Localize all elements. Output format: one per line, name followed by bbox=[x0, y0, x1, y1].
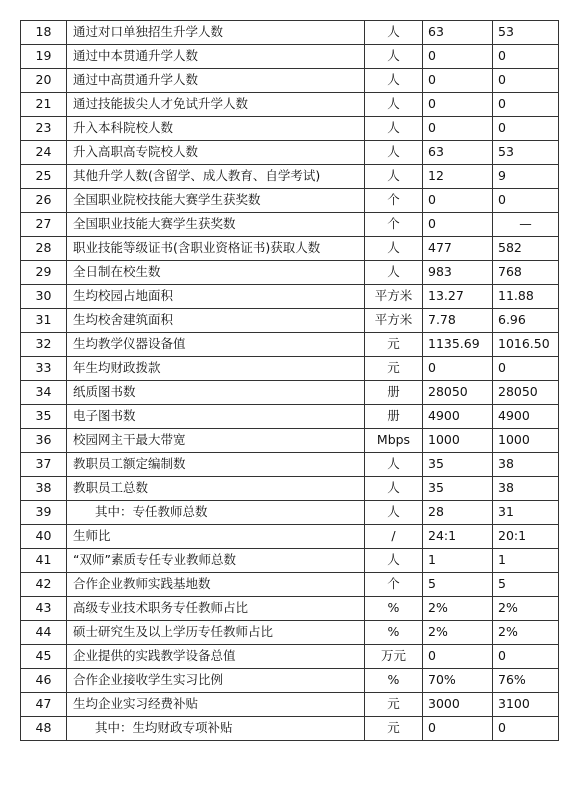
unit-cell: 元 bbox=[365, 717, 423, 741]
value-2020-cell: 13.27 bbox=[423, 285, 493, 309]
value-2020-cell: 5 bbox=[423, 573, 493, 597]
unit-cell: Mbps bbox=[365, 429, 423, 453]
table-row bbox=[21, 453, 559, 477]
value-2021-cell: 1016.50 bbox=[493, 333, 559, 357]
unit-cell: 个 bbox=[365, 573, 423, 597]
row-number-cell: 29 bbox=[21, 261, 67, 285]
value-2020-cell: 2% bbox=[423, 597, 493, 621]
item-name-cell: 纸质图书数 bbox=[67, 381, 365, 405]
unit-cell: 人 bbox=[365, 477, 423, 501]
value-2021-cell: 582 bbox=[493, 237, 559, 261]
table-row bbox=[21, 357, 559, 381]
value-2021-cell: 0 bbox=[493, 645, 559, 669]
row-number-cell: 20 bbox=[21, 69, 67, 93]
unit-cell: 个 bbox=[365, 213, 423, 237]
table-row bbox=[21, 381, 559, 405]
item-name-cell: 全国职业院校技能大赛学生获奖数 bbox=[67, 189, 365, 213]
value-2020-cell: 28050 bbox=[423, 381, 493, 405]
table-row bbox=[21, 45, 559, 69]
table-row bbox=[21, 645, 559, 669]
item-name-cell: 教职员工总数 bbox=[67, 477, 365, 501]
table-row bbox=[21, 717, 559, 741]
value-2020-cell: 1000 bbox=[423, 429, 493, 453]
value-2020-cell: 0 bbox=[423, 117, 493, 141]
row-number-cell: 30 bbox=[21, 285, 67, 309]
value-2021-cell: 5 bbox=[493, 573, 559, 597]
value-2020-cell: 0 bbox=[423, 69, 493, 93]
item-name-cell: 硕士研究生及以上学历专任教师占比 bbox=[67, 621, 365, 645]
value-2020-cell: 7.78 bbox=[423, 309, 493, 333]
value-2020-cell: 0 bbox=[423, 645, 493, 669]
unit-cell: / bbox=[365, 525, 423, 549]
table-row bbox=[21, 165, 559, 189]
row-number-cell: 31 bbox=[21, 309, 67, 333]
value-2021-cell: 76% bbox=[493, 669, 559, 693]
item-name-cell: 校园网主干最大带宽 bbox=[67, 429, 365, 453]
row-number-cell: 25 bbox=[21, 165, 67, 189]
value-2021-cell: 0 bbox=[493, 93, 559, 117]
item-name-cell: “双师”素质专任专业教师总数 bbox=[67, 549, 365, 573]
item-name-cell: 生均校园占地面积 bbox=[67, 285, 365, 309]
unit-cell: 人 bbox=[365, 45, 423, 69]
table-row bbox=[21, 597, 559, 621]
unit-cell: 人 bbox=[365, 141, 423, 165]
row-number-cell: 26 bbox=[21, 189, 67, 213]
value-2021-cell: 768 bbox=[493, 261, 559, 285]
value-2020-cell: 2% bbox=[423, 621, 493, 645]
unit-cell: 人 bbox=[365, 237, 423, 261]
value-2021-cell: 53 bbox=[493, 141, 559, 165]
value-2021-cell: 11.88 bbox=[493, 285, 559, 309]
value-2020-cell: 28 bbox=[423, 501, 493, 525]
item-name-cell: 生师比 bbox=[67, 525, 365, 549]
value-2021-cell: 9 bbox=[493, 165, 559, 189]
table-row bbox=[21, 213, 559, 237]
value-2020-cell: 24:1 bbox=[423, 525, 493, 549]
item-name-cell: 通过技能拔尖人才免试升学人数 bbox=[67, 93, 365, 117]
value-2021-cell: 0 bbox=[493, 357, 559, 381]
row-number-cell: 18 bbox=[21, 21, 67, 45]
table-row bbox=[21, 405, 559, 429]
value-2021-cell: 28050 bbox=[493, 381, 559, 405]
table-row bbox=[21, 189, 559, 213]
item-name-cell: 企业提供的实践教学设备总值 bbox=[67, 645, 365, 669]
row-number-cell: 40 bbox=[21, 525, 67, 549]
row-number-cell: 37 bbox=[21, 453, 67, 477]
row-number-cell: 38 bbox=[21, 477, 67, 501]
item-name-cell: 通过对口单独招生升学人数 bbox=[67, 21, 365, 45]
value-2020-cell: 63 bbox=[423, 21, 493, 45]
value-2020-cell: 35 bbox=[423, 453, 493, 477]
row-number-cell: 45 bbox=[21, 645, 67, 669]
unit-cell: 人 bbox=[365, 21, 423, 45]
item-name-cell: 升入高职高专院校人数 bbox=[67, 141, 365, 165]
row-number-cell: 21 bbox=[21, 93, 67, 117]
item-name-cell: 其他升学人数(含留学、成人教育、自学考试) bbox=[67, 165, 365, 189]
value-2021-cell: 0 bbox=[493, 69, 559, 93]
row-number-cell: 46 bbox=[21, 669, 67, 693]
unit-cell: 人 bbox=[365, 69, 423, 93]
unit-cell: 元 bbox=[365, 693, 423, 717]
table-body bbox=[21, 21, 559, 741]
table-row bbox=[21, 237, 559, 261]
value-2020-cell: 0 bbox=[423, 213, 493, 237]
table-row bbox=[21, 477, 559, 501]
value-2020-cell: 0 bbox=[423, 93, 493, 117]
item-name-cell: 生均教学仪器设备值 bbox=[67, 333, 365, 357]
item-name-cell: 通过中本贯通升学人数 bbox=[67, 45, 365, 69]
row-number-cell: 48 bbox=[21, 717, 67, 741]
value-2020-cell: 12 bbox=[423, 165, 493, 189]
item-name-cell: 通过中高贯通升学人数 bbox=[67, 69, 365, 93]
value-2020-cell: 1 bbox=[423, 549, 493, 573]
value-2020-cell: 983 bbox=[423, 261, 493, 285]
unit-cell: % bbox=[365, 597, 423, 621]
item-name-cell: 合作企业接收学生实习比例 bbox=[67, 669, 365, 693]
value-2020-cell: 0 bbox=[423, 357, 493, 381]
value-2021-cell: 4900 bbox=[493, 405, 559, 429]
unit-cell: 人 bbox=[365, 501, 423, 525]
row-number-cell: 35 bbox=[21, 405, 67, 429]
row-number-cell: 41 bbox=[21, 549, 67, 573]
value-2020-cell: 1135.69 bbox=[423, 333, 493, 357]
value-2020-cell: 70% bbox=[423, 669, 493, 693]
value-2021-cell: 6.96 bbox=[493, 309, 559, 333]
unit-cell: 平方米 bbox=[365, 309, 423, 333]
table-row bbox=[21, 669, 559, 693]
value-2020-cell: 35 bbox=[423, 477, 493, 501]
value-2021-cell: 38 bbox=[493, 453, 559, 477]
unit-cell: 人 bbox=[365, 261, 423, 285]
table-row bbox=[21, 573, 559, 597]
table-row bbox=[21, 21, 559, 45]
row-number-cell: 19 bbox=[21, 45, 67, 69]
value-2020-cell: 477 bbox=[423, 237, 493, 261]
item-name-cell: 合作企业教师实践基地数 bbox=[67, 573, 365, 597]
unit-cell: 册 bbox=[365, 381, 423, 405]
value-2021-cell: 38 bbox=[493, 477, 559, 501]
table-row bbox=[21, 93, 559, 117]
unit-cell: % bbox=[365, 669, 423, 693]
item-name-cell: 其中：生均财政专项补贴 bbox=[67, 717, 365, 741]
row-number-cell: 44 bbox=[21, 621, 67, 645]
value-2021-cell: 3100 bbox=[493, 693, 559, 717]
table-row bbox=[21, 525, 559, 549]
unit-cell: 个 bbox=[365, 189, 423, 213]
unit-cell: 平方米 bbox=[365, 285, 423, 309]
value-2021-cell: 0 bbox=[493, 45, 559, 69]
value-2020-cell: 3000 bbox=[423, 693, 493, 717]
unit-cell: % bbox=[365, 621, 423, 645]
unit-cell: 人 bbox=[365, 165, 423, 189]
item-name-cell: 电子图书数 bbox=[67, 405, 365, 429]
value-2021-cell: 0 bbox=[493, 189, 559, 213]
item-name-cell: 其中：专任教师总数 bbox=[67, 501, 365, 525]
table-row bbox=[21, 693, 559, 717]
unit-cell: 元 bbox=[365, 333, 423, 357]
item-name-cell: 全国职业技能大赛学生获奖数 bbox=[67, 213, 365, 237]
table-row bbox=[21, 69, 559, 93]
value-2020-cell: 63 bbox=[423, 141, 493, 165]
table-row bbox=[21, 117, 559, 141]
table-row bbox=[21, 501, 559, 525]
table-row bbox=[21, 429, 559, 453]
value-2020-cell: 0 bbox=[423, 45, 493, 69]
table-row bbox=[21, 621, 559, 645]
unit-cell: 人 bbox=[365, 117, 423, 141]
row-number-cell: 33 bbox=[21, 357, 67, 381]
item-name-cell: 年生均财政拨款 bbox=[67, 357, 365, 381]
item-name-cell: 职业技能等级证书(含职业资格证书)获取人数 bbox=[67, 237, 365, 261]
unit-cell: 万元 bbox=[365, 645, 423, 669]
row-number-cell: 47 bbox=[21, 693, 67, 717]
table-row bbox=[21, 309, 559, 333]
value-2021-cell: 2% bbox=[493, 621, 559, 645]
row-number-cell: 32 bbox=[21, 333, 67, 357]
unit-cell: 人 bbox=[365, 549, 423, 573]
value-2021-cell: 31 bbox=[493, 501, 559, 525]
unit-cell: 人 bbox=[365, 453, 423, 477]
unit-cell: 人 bbox=[365, 93, 423, 117]
row-number-cell: 23 bbox=[21, 117, 67, 141]
row-number-cell: 36 bbox=[21, 429, 67, 453]
row-number-cell: 34 bbox=[21, 381, 67, 405]
value-2021-cell: 20:1 bbox=[493, 525, 559, 549]
item-name-cell: 高级专业技术职务专任教师占比 bbox=[67, 597, 365, 621]
row-number-cell: 43 bbox=[21, 597, 67, 621]
value-2020-cell: 4900 bbox=[423, 405, 493, 429]
table-row bbox=[21, 141, 559, 165]
value-2020-cell: 0 bbox=[423, 189, 493, 213]
value-2021-cell: 2% bbox=[493, 597, 559, 621]
unit-cell: 元 bbox=[365, 357, 423, 381]
row-number-cell: 42 bbox=[21, 573, 67, 597]
value-2021-cell: 0 bbox=[493, 117, 559, 141]
unit-cell: 册 bbox=[365, 405, 423, 429]
item-name-cell: 生均校舍建筑面积 bbox=[67, 309, 365, 333]
table-row bbox=[21, 261, 559, 285]
table-row bbox=[21, 549, 559, 573]
row-number-cell: 28 bbox=[21, 237, 67, 261]
value-2021-cell: 1000 bbox=[493, 429, 559, 453]
row-number-cell: 24 bbox=[21, 141, 67, 165]
row-number-cell: 27 bbox=[21, 213, 67, 237]
item-name-cell: 全日制在校生数 bbox=[67, 261, 365, 285]
item-name-cell: 生均企业实习经费补贴 bbox=[67, 693, 365, 717]
value-2021-cell: — bbox=[493, 213, 559, 237]
item-name-cell: 教职员工额定编制数 bbox=[67, 453, 365, 477]
value-2020-cell: 0 bbox=[423, 717, 493, 741]
table-row bbox=[21, 333, 559, 357]
table-row bbox=[21, 285, 559, 309]
statistics-table bbox=[20, 20, 559, 741]
value-2021-cell: 0 bbox=[493, 717, 559, 741]
value-2021-cell: 53 bbox=[493, 21, 559, 45]
item-name-cell: 升入本科院校人数 bbox=[67, 117, 365, 141]
value-2021-cell: 1 bbox=[493, 549, 559, 573]
row-number-cell: 39 bbox=[21, 501, 67, 525]
